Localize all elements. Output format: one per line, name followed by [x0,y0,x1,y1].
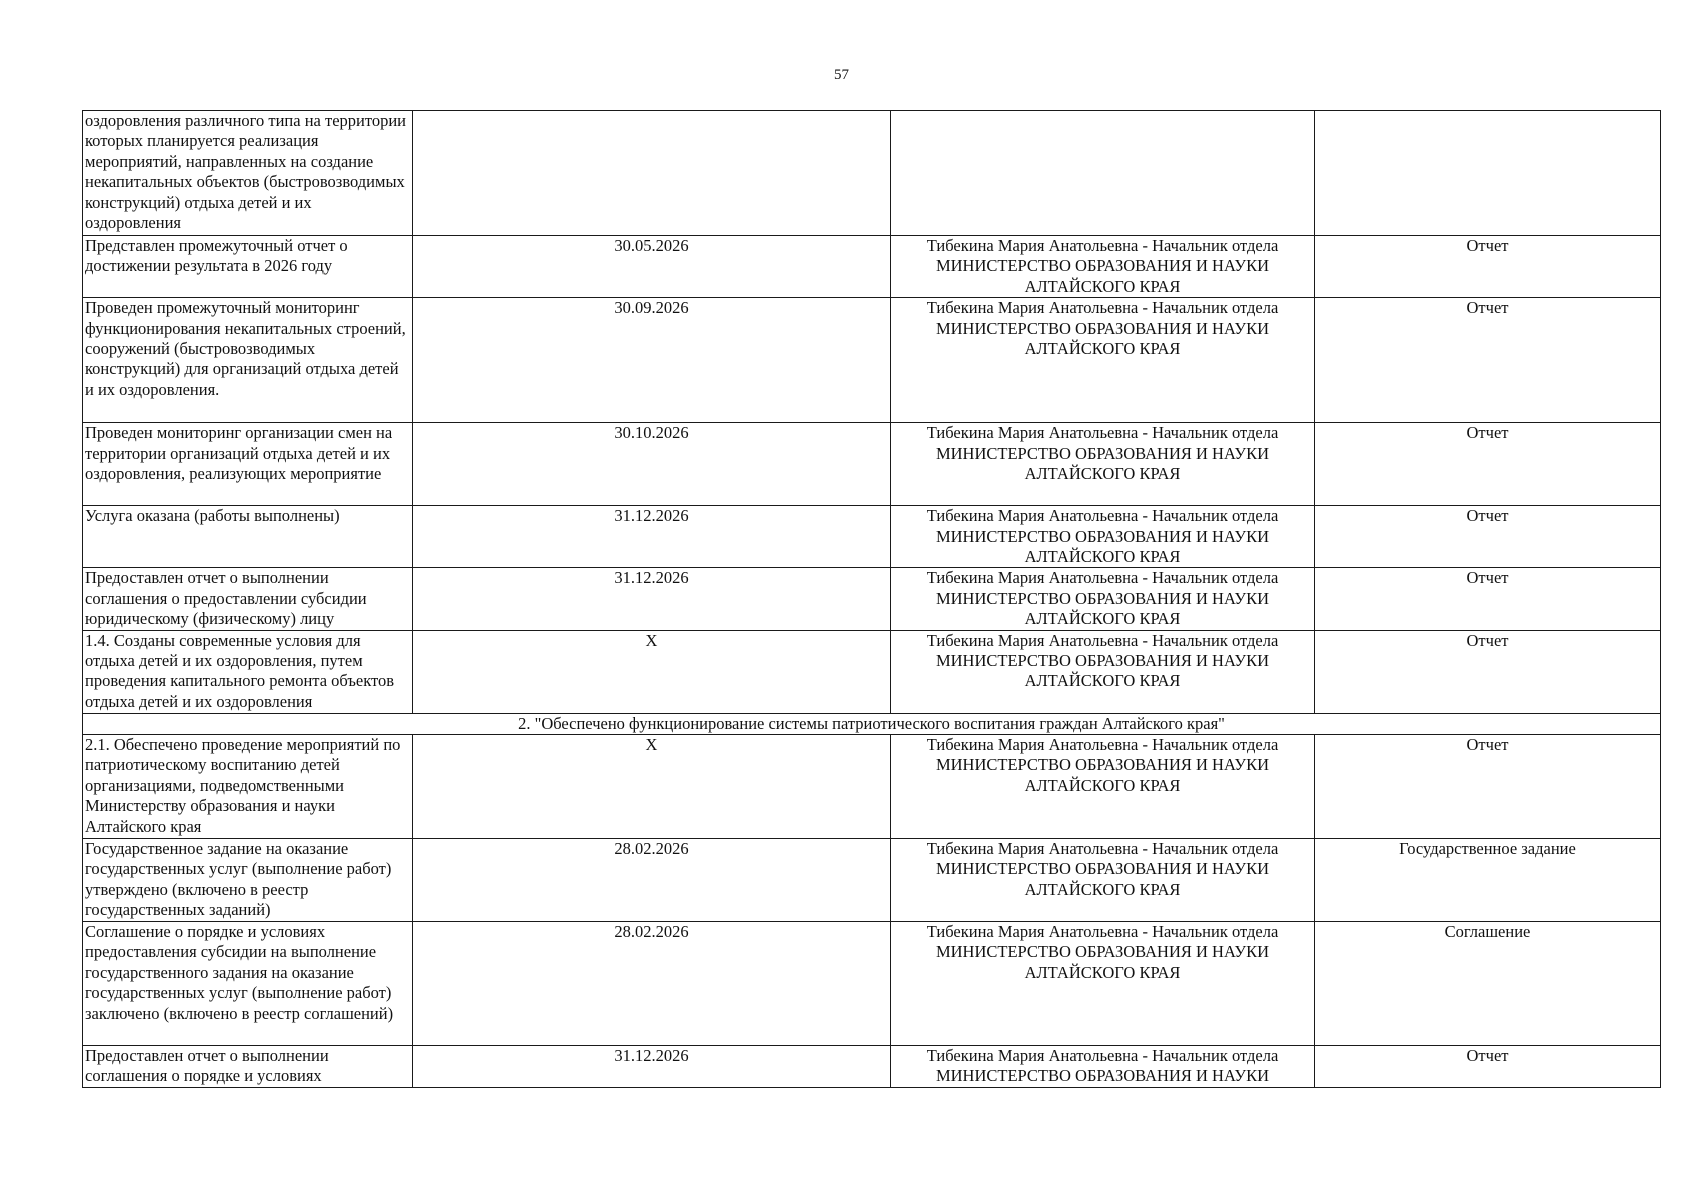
responsible-person: Тибекина Мария Анатольевна - Начальник отдела [926,922,1279,942]
table-row [83,1046,1661,1088]
event-name-cell: Услуга оказана (работы выполнены) [83,506,413,568]
table-row [83,111,1661,236]
table-row [83,423,1661,506]
document-type-cell: Отчет [1315,423,1661,506]
table-row [83,839,1661,922]
document-type-cell: Соглашение [1315,922,1661,1046]
responsible-org: МИНИСТЕРСТВО ОБРАЗОВАНИЯ И НАУКИ [935,588,1270,608]
event-name-cell: Соглашение о порядке и условиях предоставления субсидии на выполнение государственного задания на оказание государственных услуг (выполнение работ) заключено (включено в реестр соглашений) [83,922,413,1046]
table-row [83,298,1661,423]
date-cell: 31.12.2026 [413,568,891,630]
document-type-cell: Отчет [1315,236,1661,298]
document-type-cell: Отчет [1315,630,1661,713]
event-name-cell: 1.4. Созданы современные условия для отдыха детей и их оздоровления, путем проведения капитального ремонта объектов отдыха детей и их оздоровления [83,630,413,713]
responsible-region: АЛТАЙСКОГО КРАЯ [1024,547,1181,567]
responsible-org: МИНИСТЕРСТВО ОБРАЗОВАНИЯ И НАУКИ [935,755,1270,775]
table-row [83,236,1661,298]
responsible-org: МИНИСТЕРСТВО ОБРАЗОВАНИЯ И НАУКИ [935,526,1270,546]
section-row [83,713,1661,734]
responsible-cell [891,1046,1315,1088]
responsible-org: МИНИСТЕРСТВО ОБРАЗОВАНИЯ И НАУКИ [935,318,1270,338]
responsible-cell [891,506,1315,568]
responsible-person: Тибекина Мария Анатольевна - Начальник отдела [926,236,1279,255]
responsible-org: МИНИСТЕРСТВО ОБРАЗОВАНИЯ И НАУКИ [935,1066,1270,1086]
table-row [83,568,1661,630]
responsible-person: Тибекина Мария Анатольевна - Начальник отдела [926,506,1279,526]
event-name-cell: 2.1. Обеспечено проведение мероприятий по патриотическому воспитанию детей организациями, подведомственными Министерству образования и науки Алтайского края [83,735,413,839]
event-name-cell: Представлен промежуточный отчет о достижении результата в 2026 году [83,236,413,298]
responsible-cell [891,839,1315,922]
responsible-cell [891,111,1315,236]
responsible-person: Тибекина Мария Анатольевна - Начальник отдела [926,839,1279,859]
document-type-cell: Отчет [1315,568,1661,630]
date-cell [413,111,891,236]
table-row [83,506,1661,568]
event-name-cell: Предоставлен отчет о выполнении соглашения о порядке и условиях [83,1046,413,1088]
table-row [83,630,1661,713]
responsible-cell [891,298,1315,423]
responsible-region: АЛТАЙСКОГО КРАЯ [1024,609,1181,629]
date-cell: 28.02.2026 [413,922,891,1046]
responsible-cell [891,735,1315,839]
event-name-cell: Государственное задание на оказание государственных услуг (выполнение работ) утверждено (включено в реестр государственных заданий) [83,839,413,922]
responsible-person: Тибекина Мария Анатольевна - Начальник отдела [926,1046,1279,1066]
event-name-cell: Предоставлен отчет о выполнении соглашения о предоставлении субсидии юридическому (физическому) лицу [83,568,413,630]
responsible-region: АЛТАЙСКОГО КРАЯ [1024,276,1181,296]
event-name-cell: Проведен мониторинг организации смен на территории организаций отдыха детей и их оздоровления, реализующих мероприятие [83,423,413,506]
section-title: 2. "Обеспечено функционирование системы патриотического воспитания граждан Алтайского края" [83,713,1661,734]
responsible-region: АЛТАЙСКОГО КРАЯ [1024,775,1181,795]
date-cell: 31.12.2026 [413,506,891,568]
responsible-person: Тибекина Мария Анатольевна - Начальник отдела [926,568,1279,588]
responsible-cell [891,236,1315,298]
date-cell: 30.05.2026 [413,236,891,298]
document-type-cell: Отчет [1315,298,1661,423]
document-type-cell: Отчет [1315,735,1661,839]
table-row [83,922,1661,1046]
responsible-region: АЛТАЙСКОГО КРАЯ [1024,339,1181,359]
date-cell: X [413,735,891,839]
responsible-region: АЛТАЙСКОГО КРАЯ [1024,464,1181,484]
date-cell: 31.12.2026 [413,1046,891,1088]
responsible-org: МИНИСТЕРСТВО ОБРАЗОВАНИЯ И НАУКИ [935,942,1270,962]
control-points-table [82,110,1661,1088]
page-number: 57 [834,67,849,83]
document-type-cell: Государственное задание [1315,839,1661,922]
responsible-person: Тибекина Мария Анатольевна - Начальник отдела [926,630,1279,650]
responsible-person: Тибекина Мария Анатольевна - Начальник отдела [926,735,1279,755]
event-name-cell: оздоровления различного типа на территории которых планируется реализация мероприятий, направленных на создание некапитальных объектов (быстровозводимых конструкций) отдыха детей и их оздоровления [83,111,413,236]
responsible-region: АЛТАЙСКОГО КРАЯ [1024,879,1181,899]
responsible-cell [891,423,1315,506]
date-cell: 30.09.2026 [413,298,891,423]
responsible-org: МИНИСТЕРСТВО ОБРАЗОВАНИЯ И НАУКИ [935,859,1270,879]
event-name-cell: Проведен промежуточный мониторинг функционирования некапитальных строений, сооружений (быстровозводимых конструкций) для организаций отдыха детей и их оздоровления. [83,298,413,423]
responsible-person: Тибекина Мария Анатольевна - Начальник отдела [926,298,1279,318]
document-type-cell: Отчет [1315,1046,1661,1088]
date-cell: X [413,630,891,713]
responsible-org: МИНИСТЕРСТВО ОБРАЗОВАНИЯ И НАУКИ [935,256,1270,276]
document-type-cell [1315,111,1661,236]
responsible-cell [891,630,1315,713]
responsible-org: МИНИСТЕРСТВО ОБРАЗОВАНИЯ И НАУКИ [935,651,1270,671]
date-cell: 28.02.2026 [413,839,891,922]
responsible-region: АЛТАЙСКОГО КРАЯ [1024,671,1181,691]
responsible-region: АЛТАЙСКОГО КРАЯ [1024,962,1181,982]
document-type-cell: Отчет [1315,506,1661,568]
date-cell: 30.10.2026 [413,423,891,506]
table-row [83,735,1661,839]
responsible-cell [891,568,1315,630]
responsible-org: МИНИСТЕРСТВО ОБРАЗОВАНИЯ И НАУКИ [935,443,1270,463]
responsible-cell [891,922,1315,1046]
responsible-person: Тибекина Мария Анатольевна - Начальник отдела [926,423,1279,443]
